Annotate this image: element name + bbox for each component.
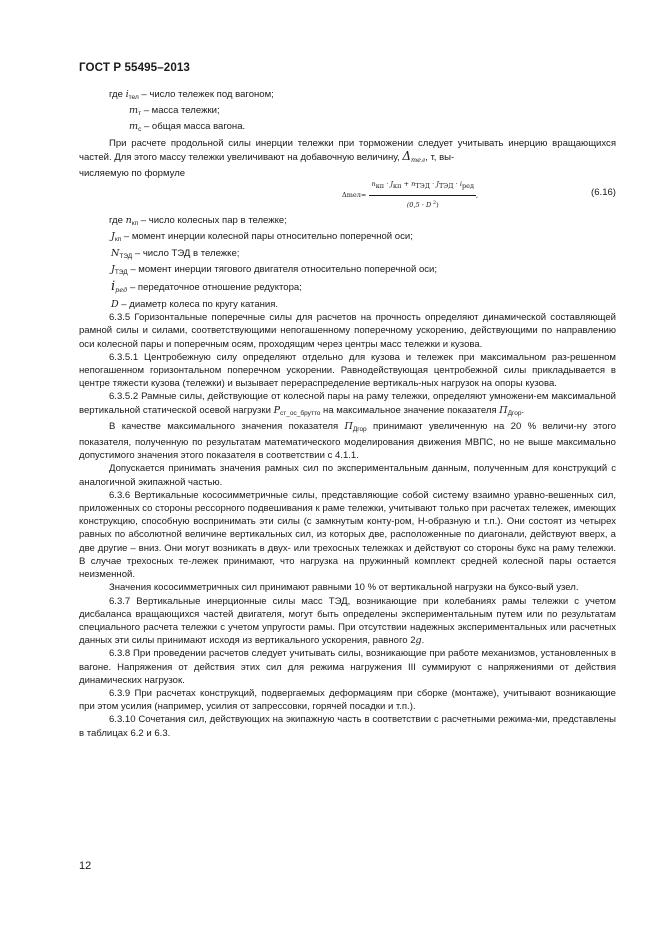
section-6-3-5-1: 6.3.5.1 Центробежную силу определяют отдельно для кузова и тележек при максимальном раз-решенном непогашенном горизонтальном поперечном ускорении. Равнодействующая центробежной силы прикладывается в центре тяжести кузова (тележки) и вызывает перераспределение вертикаль-ных нагрузок на опоры кузова. — [79, 351, 616, 390]
formula-numerator — [369, 178, 476, 195]
def-text: – момент инерции колесной пары относительно поперечной оси; — [121, 231, 413, 243]
var-pi: П — [344, 420, 353, 432]
sub-dgor: Дгор — [507, 409, 522, 417]
den-sup: 2 — [431, 199, 437, 206]
sub: ред — [461, 182, 474, 191]
def-ired — [79, 279, 616, 298]
page-number: 12 — [79, 860, 92, 872]
formula-body — [342, 182, 478, 208]
den-close: ) — [436, 200, 439, 209]
var-p: P — [273, 404, 281, 416]
sub-c: c — [138, 126, 142, 134]
text: При расчете продольной силы инерции тележки при торможении следует учитывать инерцию вращающихся частей. Для этого массу тележки увеличивают на добавочную величину, — [79, 137, 616, 163]
paragraph-braking-inertia — [79, 137, 616, 167]
section-6-3-5: 6.3.5 Горизонтальные поперечные силы для расчетов на прочность определяют динамической составляющей рамной силы и силами, соответствующими непогашенному поперечному ускорению, действующими по направлению оси колесной пары и поперечным осям, проходящим через центры масс тележки и кузова. — [79, 312, 616, 350]
sub: ТЭД — [438, 182, 454, 191]
text: на максимальное значение показателя — [320, 404, 500, 416]
formula-comma: , — [475, 190, 479, 199]
def-jkp — [79, 230, 616, 246]
def-d — [79, 298, 616, 311]
paragraph-kososym: Значения кососимметричных сил принимают равными 10 % от вертикальной нагрузки на буксо-вый узел. — [109, 582, 579, 594]
where-word: где — [109, 215, 126, 227]
paragraph-allowed: Допускается принимать значения рамных сил по экспериментальным данным, полученным для конструкций с аналогичной экипажной частью. — [79, 463, 616, 488]
sub-kp: кп — [114, 236, 122, 244]
n-kp: n — [371, 180, 376, 189]
text: , т, вы- — [425, 151, 455, 163]
section-6-3-5-2 — [79, 390, 616, 419]
def-text: – масса тележки; — [141, 105, 220, 117]
formula-denominator — [407, 196, 439, 212]
sub-tel: тел — [128, 94, 139, 101]
j-ted: · J — [430, 180, 439, 189]
page-header: ГОСТ Р 55495–2013 — [79, 61, 190, 74]
def-nkp — [79, 214, 616, 230]
sub: ТЭД — [415, 182, 430, 191]
def-text: – передаточное отношение редуктора; — [127, 282, 302, 294]
sub-red: ред — [115, 286, 128, 295]
section-6-3-8: 6.3.8 При проведении расчетов следует учитывать силы, возникающие при работе механизмов, установленных в вагоне. Напряжения от действия этих сил для режима нагружения III суммируют с напряжениями от действия динамических нагрузок. — [79, 648, 616, 686]
sub: кп — [375, 182, 385, 191]
formula-eq: = — [360, 190, 367, 199]
sub-ted: ТЭД — [114, 268, 128, 276]
var-i: i — [111, 279, 116, 295]
den-text: (0,5 · D — [406, 200, 432, 209]
formula-fraction — [369, 178, 479, 212]
sub-kp: кп — [131, 220, 139, 228]
formula-6-16 — [79, 182, 616, 214]
where-word: где — [109, 89, 126, 100]
var-n: n — [125, 215, 132, 227]
formula-lhs-sub: mел — [346, 190, 361, 199]
paragraph-max-value — [79, 420, 616, 463]
def-text: – число колесных пар в тележке; — [138, 215, 287, 227]
sub-t: т — [138, 110, 142, 118]
text: принимают увеличенную на 20 % величи-ну этого показателя, полученную по результатам математического моделирования движения МВПС, но не выше максимально допустимого значения этого показателя в соответствии с 4.1.1. — [79, 420, 617, 462]
text: 6.3.7 Вертикальные инерционные силы масс ТЭД, возникающие при колебаниях рамы тележки с учетом дисбаланса вращающихся частей двигателя, могут быть определены экспериментальным путем или по результатам специального расчета тележки с учетом упругости рамы. При отсутствии надежных экспериментальных или расчетных данных эти силы принимают исходя из вертикального ускорения, равного 2 — [79, 595, 616, 647]
def-text: – диаметр колеса по кругу катания. — [118, 299, 279, 311]
section-6-3-7 — [79, 595, 616, 648]
i-red: · i — [453, 180, 462, 189]
sub-ted: ТЭД — [119, 252, 133, 260]
def-text: – число ТЭД в тележке; — [132, 247, 240, 259]
paragraph-braking-inertia-cont: числяемую по формуле — [79, 168, 186, 180]
var-pi: П — [499, 404, 508, 416]
section-6-3-6: 6.3.6 Вертикальные кососимметричные силы, представляющие собой систему взаимно уравно-вешенных сил, приложенных со стороны рессорного подвешивания к раме тележки, учитывают только при расчетах тележек, имеющих конструкцию, способную воспринимать эти силы (с замкнутым конту-ром, Н-образную и т.п.). Они состоят из четырех равных по абсолютной величине вертикальных сил, из которых две, расположенные по диагонали, действуют вверх, а две другие – вниз. Они могут возникать в двух- или трехосных тележках и действуют со стороны букс на раму тележки. В случае трехосных те-лежек принимают, что нагрузка на пружинный комплект средней колесной пары остается неизменной. — [79, 489, 616, 581]
sub-dgor: Дгор — [352, 425, 367, 433]
var-n: N — [111, 247, 120, 259]
where-line-mc — [79, 120, 616, 136]
sub-mel: mел — [411, 155, 426, 164]
formula-number: (6.16) — [591, 187, 616, 199]
var-i: i — [125, 89, 129, 100]
sub: кп — [393, 182, 402, 191]
where-line-itel — [79, 88, 616, 104]
section-6-3-9: 6.3.9 При расчетах конструкций, подвергаемых деформациям при сборке (монтаже), учитывают возникающие при этом усилия (например, усилия от запрессовки, горячей посадки и т.п.). — [79, 687, 616, 713]
def-text: – общая масса вагона. — [141, 121, 246, 133]
text: В качестве максимального значения показателя — [109, 420, 345, 432]
j-kp: · J — [384, 180, 394, 189]
var-d: D — [111, 299, 119, 311]
var-j: J — [111, 231, 115, 243]
text: 6.3.5.2 Рамные силы, действующие от колесной пары на раму тележки, определяют умножени-ем максимальной вертикальной статической осевой нагрузки — [79, 391, 616, 416]
var-m: m — [129, 121, 139, 133]
section-6-3-10: 6.3.10 Сочетания сил, действующих на экипажную часть в соответствии с расчетными режима-ми, представлены в таблицах 6.2 и 6.3. — [79, 714, 616, 739]
document-body — [79, 88, 616, 740]
def-text: – число тележек под вагоном; — [138, 89, 274, 100]
var-m: m — [129, 105, 139, 117]
formula-lhs: Δ — [342, 190, 347, 199]
where-line-mt — [79, 104, 616, 120]
def-nted — [79, 247, 616, 263]
text: . — [521, 404, 525, 416]
var-j: J — [111, 263, 115, 275]
var-g: g — [415, 635, 422, 647]
n-ted: + n — [401, 180, 416, 189]
text: . — [421, 635, 425, 647]
delta-symbol: Δ — [402, 148, 412, 163]
def-text: – момент инерции тягового двигателя относительно поперечной оси; — [127, 263, 438, 275]
def-jted — [79, 263, 616, 279]
sub-st-os-brutto: ст_ос_брутто — [280, 409, 321, 417]
